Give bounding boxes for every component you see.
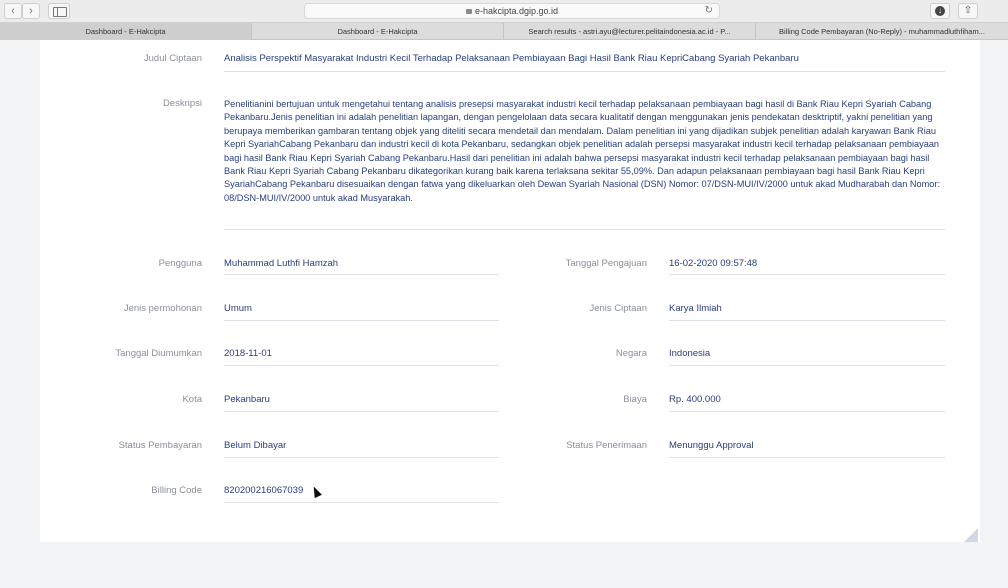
browser-toolbar bbox=[0, 0, 1008, 22]
sidebar-toggle-icon[interactable] bbox=[48, 3, 70, 19]
address-bar[interactable] bbox=[304, 3, 720, 19]
jenis-permohonan-value: Umum bbox=[224, 303, 252, 314]
jenis-permohonan-underline bbox=[224, 320, 499, 321]
judul-underline bbox=[224, 71, 945, 72]
status-pembayaran-value: Belum Dibayar bbox=[224, 440, 287, 451]
jenis-permohonan-label: Jenis permohonan bbox=[123, 303, 202, 314]
pengguna-value: Muhammad Luthfi Hamzah bbox=[224, 258, 339, 269]
tab-dashboard-active[interactable]: Dashboard - E-Hakcipta bbox=[0, 23, 252, 40]
deskripsi-label: Deskripsi bbox=[162, 98, 202, 109]
tanggal-diumumkan-underline bbox=[224, 365, 499, 366]
share-icon: ⇧ bbox=[963, 5, 973, 16]
browser-chrome bbox=[0, 0, 1008, 40]
tanggal-diumumkan-value: 2018-11-01 bbox=[224, 348, 272, 359]
status-penerimaan-label: Status Penerimaan bbox=[566, 440, 647, 451]
negara-value: Indonesia bbox=[669, 348, 711, 359]
billing-code-label: Billing Code bbox=[151, 485, 202, 496]
tab-billing-code[interactable]: Billing Code Pembayaran (No-Reply) - muhammadluthfiham... bbox=[779, 27, 985, 36]
jenis-ciptaan-underline bbox=[669, 320, 945, 321]
address-text: e-hakcipta.dgip.go.id bbox=[474, 6, 559, 16]
tanggal-pengajuan-label: Tanggal Pengajuan bbox=[565, 258, 647, 269]
billing-code-value: 820200216067039 bbox=[224, 485, 304, 496]
negara-label: Negara bbox=[615, 348, 647, 359]
tanggal-diumumkan-label: Tanggal Diumumkan bbox=[115, 348, 202, 359]
billing-code-underline bbox=[224, 502, 499, 503]
download-icon: ↓ bbox=[935, 6, 945, 16]
judul-ciptaan-label: Judul Ciptaan bbox=[143, 53, 202, 64]
kota-underline bbox=[224, 411, 499, 412]
reload-icon[interactable]: ↻ bbox=[704, 5, 713, 16]
jenis-ciptaan-value: Karya Ilmiah bbox=[669, 303, 722, 314]
back-icon[interactable]: ‹ bbox=[4, 3, 22, 19]
status-penerimaan-value: Menunggu Approval bbox=[669, 440, 754, 451]
lock-icon bbox=[466, 9, 472, 14]
status-pembayaran-underline bbox=[224, 457, 499, 458]
deskripsi-value: Penelitianini bertujuan untuk mengetahui tentang analisis presepsi masyarakat industri kecil terhadap pelaksanaan pembiayaan bagi hasil di Bank Riau Kepri Syariah Cabang Pekanbaru.Jenis penelitian ini adalah penelitian lapangan, dengan pengelolaan data secara kualitatif dengan menggunakan jenis pendekatan desktriptif, yakni penelitian yang berupaya memberikan gambaran tentang objek yang diteliti secara mendetail dan mendalam. Dalam penelitian ini yang dijadikan subjek penelitian adalah karyawan Bank Riau Kepri SyariahCabang Pekanbaru dan industri kecil di kota Pekanbaru, sedangkan objek penelitian adalah persepsi masyarakat industri kecil terhadap pelaksanaan pembiayaan bagi hasil Bank Riau Kepri Syariah Cabang Pekanbaru.Hasil dari penelitian ini adalah bahwa persepsi masyarakat industri kecil terhadap pelaksanaan pembiayaan bagi hasil Bank Riau Kepri Syariah Cabang Pekanbaru dikategorikan kurang baik karena terlaksana sekitar 55,09%. Dan adapun pelaksanaan pembiayaan bagi hasil Bank Riau Kepri SyariahCabang Pekanbaru disesuaikan dengan fatwa yang dikeluarkan oleh Dewan Syariah Nasional (DSN) Nomor: 07/DSN-MUI/IV/2000 untuk akad Mudharabah dan Nomor: 08/DSN-MUI/IV/2000 untuk akad Musyarakah. bbox=[224, 99, 941, 203]
tab-bar bbox=[0, 22, 1008, 40]
jenis-ciptaan-label: Jenis Ciptaan bbox=[589, 303, 647, 314]
judul-ciptaan-value: Analisis Perspektif Masyarakat Industri Kecil Terhadap Pelaksanaan Pembiayaan Bagi Hasil Bank Riau KepriCabang Syariah Pekanbaru bbox=[224, 53, 799, 64]
kota-value: Pekanbaru bbox=[224, 394, 270, 405]
share-button[interactable] bbox=[958, 3, 978, 19]
kota-label: Kota bbox=[182, 394, 202, 405]
status-penerimaan-underline bbox=[669, 457, 945, 458]
biaya-underline bbox=[669, 411, 945, 412]
forward-icon[interactable]: › bbox=[22, 3, 40, 19]
biaya-value: Rp. 400.000 bbox=[669, 394, 721, 405]
tanggal-pengajuan-underline bbox=[669, 274, 945, 275]
negara-underline bbox=[669, 365, 945, 366]
deskripsi-underline bbox=[224, 229, 945, 230]
pengguna-label: Pengguna bbox=[158, 258, 202, 269]
download-button[interactable] bbox=[930, 3, 950, 19]
status-pembayaran-label: Status Pembayaran bbox=[118, 440, 202, 451]
biaya-label: Biaya bbox=[623, 394, 647, 405]
pengguna-underline bbox=[224, 274, 499, 275]
tanggal-pengajuan-value: 16-02-2020 09:57:48 bbox=[669, 258, 758, 269]
tab-dashboard[interactable]: Dashboard - E-Hakcipta bbox=[252, 23, 504, 40]
card-corner-decoration bbox=[964, 528, 978, 542]
tab-search-results[interactable]: Search results - astri.ayu@lecturer.pelitaindonesia.ac.id - P... bbox=[504, 23, 756, 40]
